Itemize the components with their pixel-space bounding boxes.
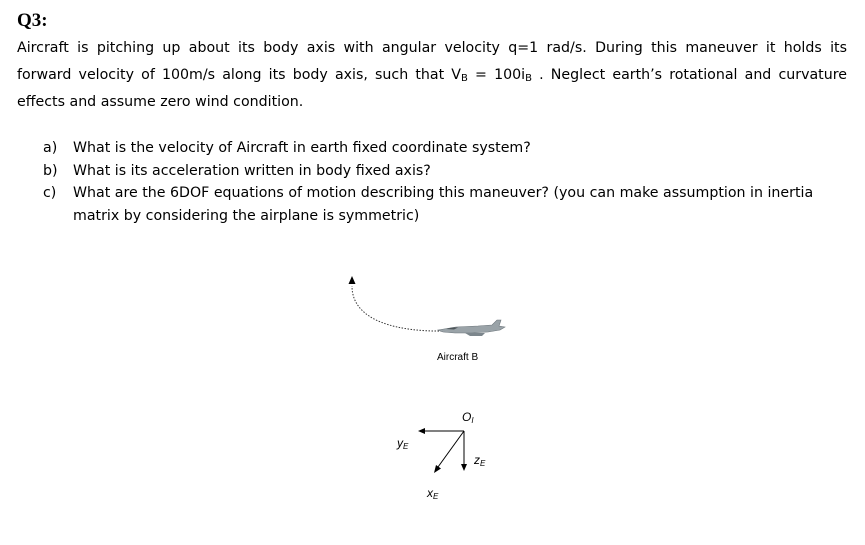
y-axis-subscript: E	[403, 442, 409, 451]
intro-line-2-part-a: forward velocity of 100m/s along its body axis, such that V	[17, 67, 462, 83]
aircraft-icon	[438, 320, 505, 336]
part-c-text: What are the 6DOF equations of motion describing this maneuver? (you can make assumption in inertia	[73, 185, 814, 201]
intro-line-1: Aircraft is pitching up about its body axis with angular velocity q=1 rad/s. During this maneuver it holds its	[17, 40, 847, 56]
intro-line-2-part-c: . Neglect earth’s rotational and curvature	[532, 67, 847, 83]
part-b-text: What is its acceleration written in body fixed axis?	[73, 162, 431, 179]
part-a-marker: a)	[43, 140, 58, 156]
part-a-text: What is the velocity of Aircraft in earth fixed coordinate system?	[73, 140, 531, 156]
x-axis-arrowhead	[434, 465, 441, 473]
intro-line-2-part-b: = 100i	[467, 67, 526, 83]
x-axis-line	[438, 431, 464, 467]
x-axis-subscript: E	[433, 492, 439, 501]
aircraft-label: Aircraft B	[437, 352, 479, 363]
flight-path-arrowhead	[349, 276, 356, 284]
z-axis-arrowhead	[461, 464, 467, 471]
part-c-marker: c)	[43, 185, 57, 201]
unit-vector-subscript: B	[525, 73, 532, 84]
x-axis-label	[426, 486, 439, 501]
flight-path-curve	[352, 286, 445, 331]
origin-label	[462, 410, 474, 425]
origin-subscript: I	[471, 416, 474, 425]
intro-line-3: effects and assume zero wind condition.	[17, 94, 304, 110]
origin-letter: O	[462, 410, 472, 424]
x-axis-letter: x	[427, 486, 433, 500]
y-axis-arrowhead	[418, 428, 425, 434]
velocity-subscript: B	[461, 73, 468, 84]
z-axis-subscript: E	[480, 459, 486, 468]
y-axis-letter: y	[397, 436, 403, 450]
z-axis-letter: z	[474, 453, 480, 467]
part-b-marker: b)	[43, 162, 58, 179]
part-c-continuation: matrix by considering the airplane is symmetric)	[73, 207, 420, 224]
z-axis-label	[473, 453, 486, 468]
y-axis-label	[396, 436, 409, 451]
question-title: Q3:	[17, 10, 48, 31]
